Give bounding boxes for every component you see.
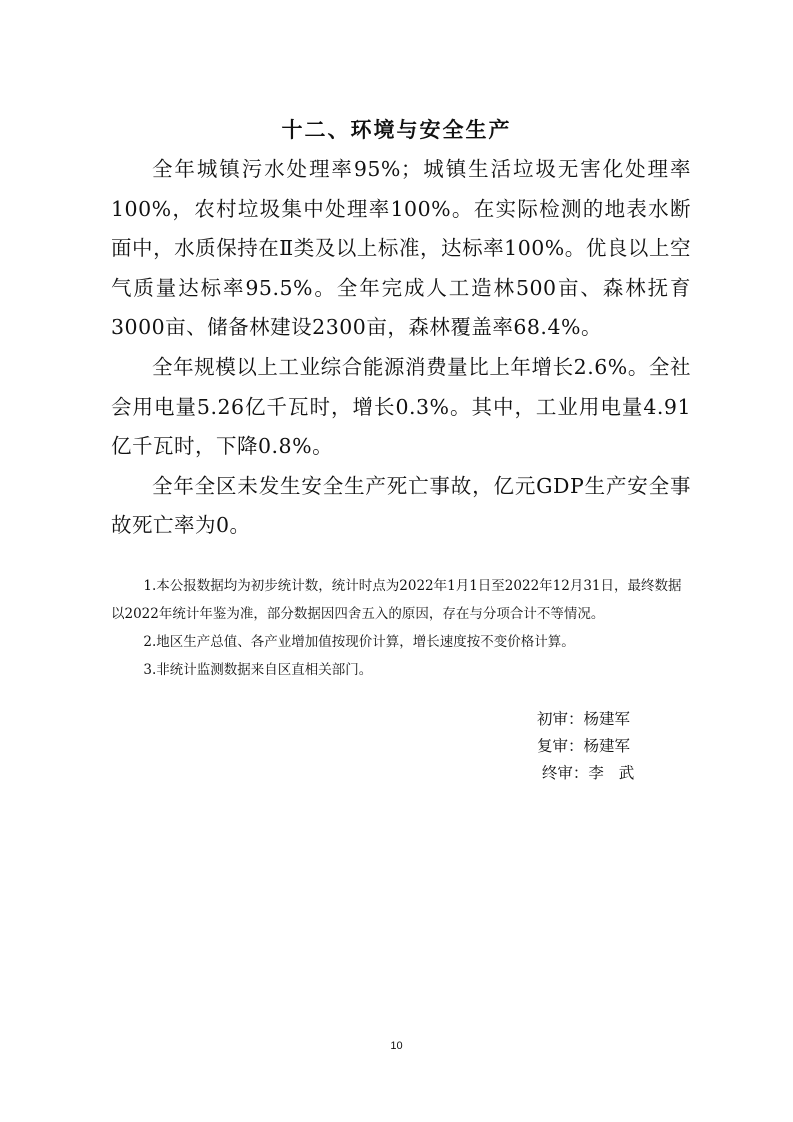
footnotes (111, 572, 691, 684)
page-number: 10 (390, 1040, 403, 1052)
reviewer-final: 终审：李 武 (537, 764, 635, 782)
footnote-1: 1.本公报数据均为初步统计数，统计时点为2022年1月1日至2022年12月31日，最终数据以2022年统计年鉴为准，部分数据因四舍五入的原因，存在与分项合计不等情况。 (111, 578, 682, 622)
footnote-3: 3.非统计监测数据来自区直相关部门。 (143, 662, 373, 678)
reviewer-initial: 初审：杨建军 (537, 710, 631, 728)
reviewer-block (537, 706, 697, 787)
footnote-2: 2.地区生产总值、各产业增加值按现价计算，增长速度按不变价格计算。 (143, 634, 575, 650)
body-text (111, 150, 691, 546)
paragraph-safety: 全年全区未发生安全生产死亡事故，亿元GDP生产安全事故死亡率为0。 (111, 473, 691, 538)
paragraph-environment: 全年城镇污水处理率95%；城镇生活垃圾无害化处理率100%，农村垃圾集中处理率100%。在实际检测的地表水断面中，水质保持在Ⅱ类及以上标准，达标率100%。优良以上空气质量达标率95.5%。全年完成人工造林500亩、森林抚育3000亩、储备林建设2300亩，森林覆盖率68.4%。 (111, 157, 691, 340)
reviewer-second: 复审：杨建军 (537, 737, 631, 755)
paragraph-energy: 全年规模以上工业综合能源消费量比上年增长2.6%。全社会用电量5.26亿千瓦时，增长0.3%。其中，工业用电量4.91亿千瓦时，下降0.8%。 (111, 354, 691, 459)
section-title: 十二、环境与安全生产 (281, 118, 512, 142)
